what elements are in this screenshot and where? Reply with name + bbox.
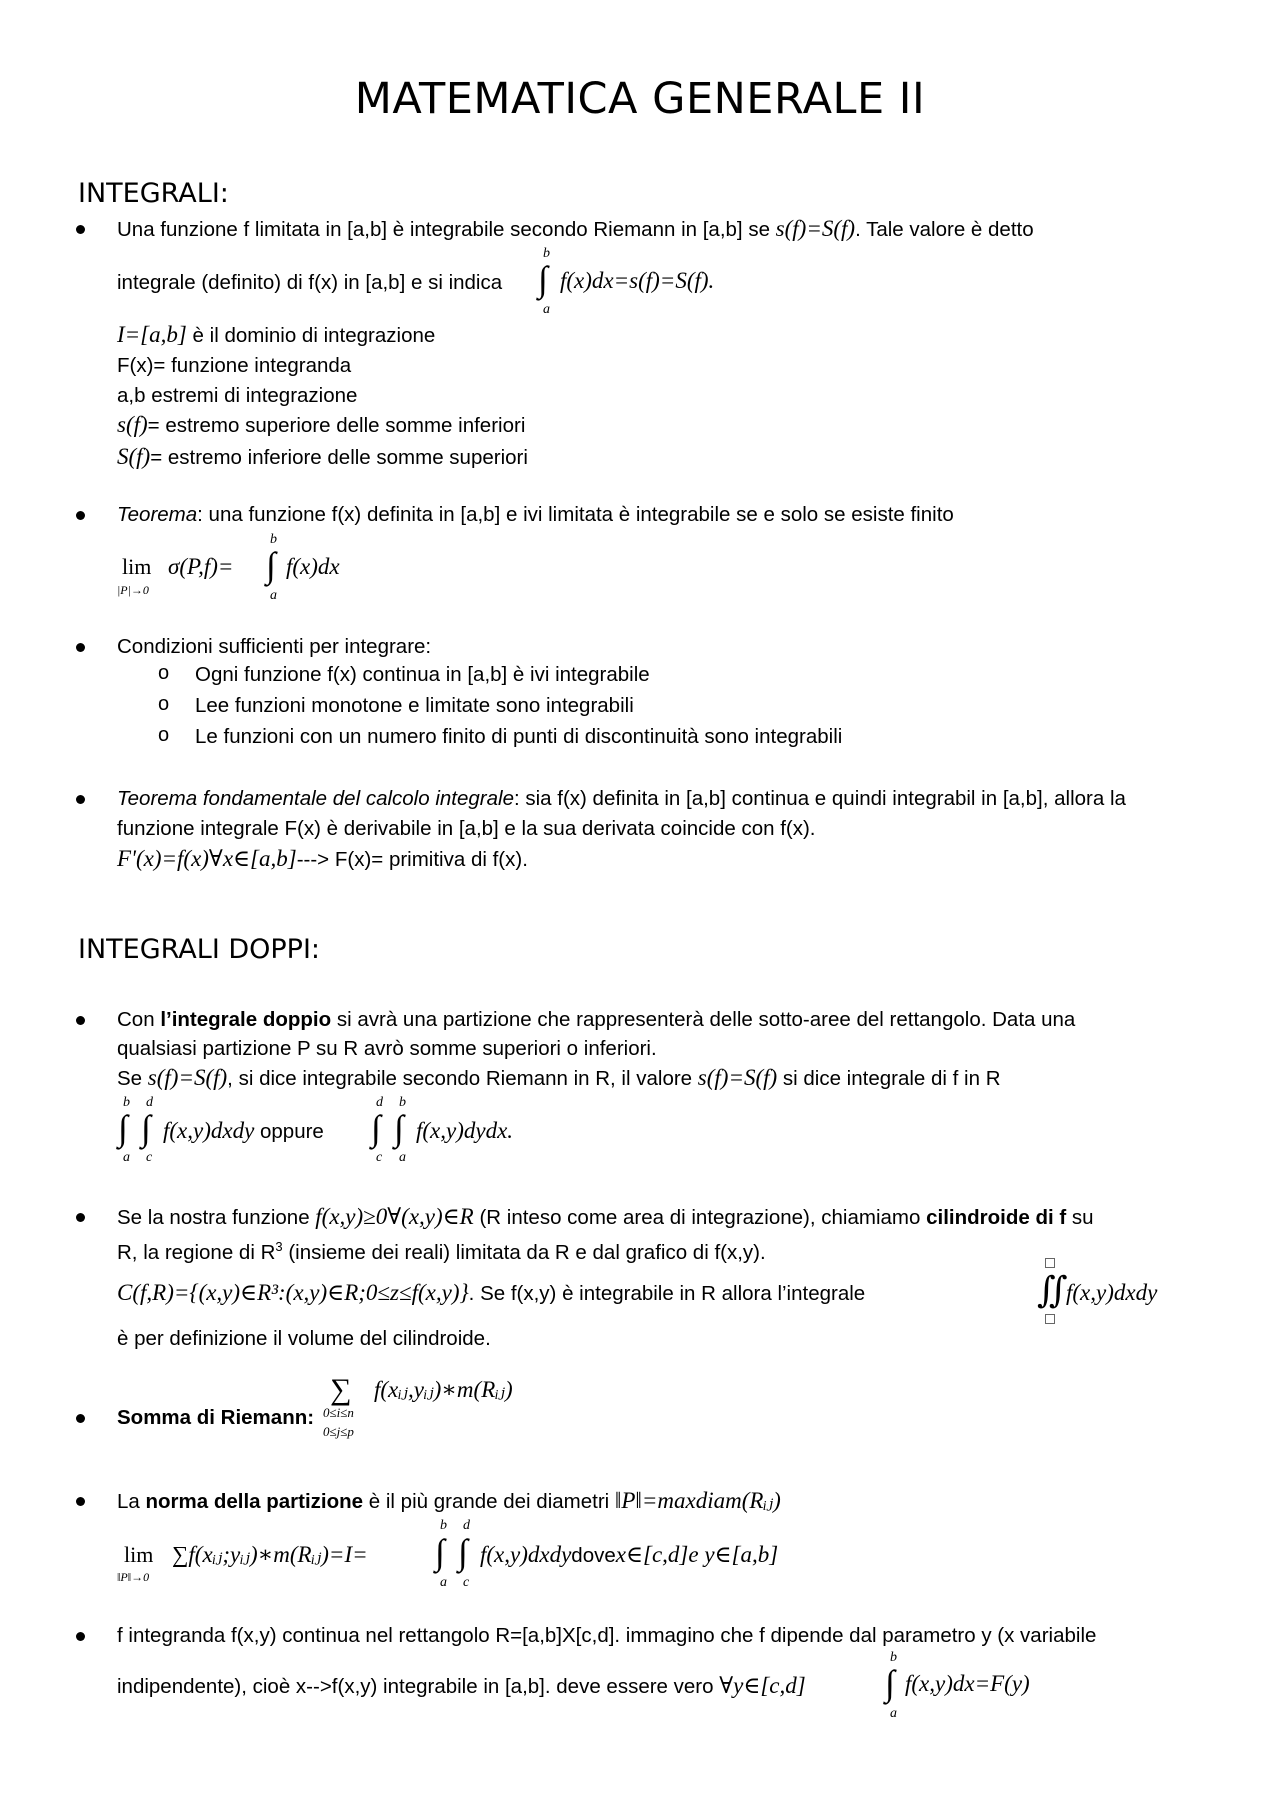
formula-line: f(x,y)dxdy oppure [163,1118,324,1143]
integral-sign-icon: ∫ [538,259,548,299]
integral-upper-limit: b [543,246,550,261]
integral-upper-limit: d [376,1095,383,1110]
sum-subscript: 0≤j≤p [323,1424,354,1439]
double-integral-sign-icon: ∬ [1037,1270,1068,1310]
paragraph: qualsiasi partizione P su R avrò somme superiori o inferiori. [117,1037,657,1060]
integral-sign-icon: ∫ [435,1532,445,1572]
bullet-icon [76,1213,85,1222]
integral-sign-icon: ∫ [371,1108,381,1148]
integral-sign-icon: ∫ [885,1663,895,1703]
page-title: MATEMATICA GENERALE II [354,74,926,124]
integral-lower-limit: c [463,1575,470,1590]
paragraph: indipendente), cioè x-->f(x,y) integrabile in [a,b]. deve essere vero ∀y∈[c,d] [117,1673,806,1698]
formula-line: f(x,y)dxdydovex∈[c,d]e y∈[a,b] [480,1542,779,1567]
definition-line: s(f)= estremo superiore delle somme inferiori [117,412,526,437]
integral-sign-icon: ∫ [118,1108,128,1148]
paragraph: Somma di Riemann: [117,1406,315,1429]
integral-lower-limit: c [146,1150,153,1165]
definition-line: S(f)= estremo inferiore delle somme superiori [117,444,528,469]
bullet-icon [76,1414,85,1423]
formula-line: C(f,R)={(x,y)∈R³:(x,y)∈R;0≤z≤f(x,y)}. Se f(x,y) è integrabile in R allora l’integrale [117,1280,866,1305]
bullet-icon [76,1016,85,1025]
paragraph: integrale (definito) di f(x) in [a,b] e si indica [117,271,503,294]
sub-bullet-icon: o [158,662,170,684]
paragraph: La norma della partizione è il più grande dei diametri ‖P‖=maxdiam(Rᵢⱼ) [117,1488,781,1513]
lim-subscript: ‖P‖→0 [117,1570,150,1584]
formula: σ(P,f)= [168,554,234,579]
lim-subscript: |P|→0 [117,583,149,597]
integral-lower-limit: a [399,1150,406,1165]
formula: f(xᵢⱼ,yᵢⱼ)∗m(Rᵢⱼ) [374,1377,513,1402]
bullet-icon [76,643,85,652]
bullet-icon [76,225,85,234]
list-item: Ogni funzione f(x) continua in [a,b] è ivi integrabile [195,663,650,686]
formula: ∑f(xᵢⱼ;yᵢⱼ)∗m(Rᵢⱼ)=I= [172,1542,368,1567]
integral-sign-icon: ∫ [394,1108,404,1148]
integral-lower-limit: a [543,302,550,317]
definition-line: a,b estremi di integrazione [117,384,358,407]
integral-lower-limit: c [376,1150,383,1165]
bullet-icon [76,511,85,520]
integral-upper-limit: b [890,1650,897,1665]
paragraph: R, la regione di $R^3$ (insieme dei reali) limitata da R e dal grafico di f(x,y). [117,1239,766,1264]
integral-lower-limit: a [890,1706,897,1721]
section-heading-integrali: INTEGRALI: [78,178,229,209]
formula: f(x)dx [286,554,340,579]
formula-line: F'(x)=f(x)∀x∈[a,b]---> F(x)= primitiva di f(x). [117,846,528,871]
integral-sign-icon: ∫ [266,545,276,585]
bullet-icon [76,1497,85,1506]
definition-line: I=[a,b] è il dominio di integrazione [117,322,436,347]
paragraph: Teorema: una funzione f(x) definita in [a,b] e ivi limitata è integrabile se e solo se esiste finito [117,503,954,526]
lim-operator: lim [124,1542,154,1567]
bullet-icon [76,1632,85,1641]
paragraph: Se la nostra funzione f(x,y)≥0∀(x,y)∈R (R inteso come area di integrazione), chiamiamo cilindroide di f su [117,1204,1094,1229]
sub-bullet-icon: o [158,693,170,715]
integral-upper-limit: b [123,1095,130,1110]
formula: f(x,y)dxdy [1066,1280,1158,1305]
integral-upper-limit: b [270,532,277,547]
definition-line: F(x)= funzione integranda [117,354,352,377]
list-item: Le funzioni con un numero finito di punti di discontinuità sono integrabili [195,725,843,748]
integral-sign-icon: ∫ [458,1532,468,1572]
integral-lower-limit: a [270,588,277,603]
formula: f(x)dx=s(f)=S(f). [560,268,715,293]
integral-upper-limit: d [463,1518,470,1533]
paragraph: f integranda f(x,y) continua nel rettangolo R=[a,b]X[c,d]. immagino che f dipende dal parametro y (x variabile [117,1624,1097,1647]
bullet-icon [76,795,85,804]
sum-subscript: 0≤i≤n [323,1405,354,1420]
placeholder-box-icon [1045,1258,1055,1268]
lim-operator: lim [122,554,152,579]
paragraph: è per definizione il volume del cilindroide. [117,1327,491,1350]
integral-lower-limit: a [123,1150,130,1165]
paragraph: Con l’integrale doppio si avrà una partizione che rappresenterà delle sotto-aree del rettangolo. Data una [117,1008,1076,1031]
formula: f(x,y)dx=F(y) [905,1671,1030,1696]
section-heading-integrali-doppi: INTEGRALI DOPPI: [78,934,321,965]
paragraph: funzione integrale F(x) è derivabile in [a,b] e la sua derivata coincide con f(x). [117,817,816,840]
integral-upper-limit: b [440,1518,447,1533]
list-item: Lee funzioni monotone e limitate sono integrabili [195,694,634,717]
sub-bullet-icon: o [158,724,170,746]
paragraph: Teorema fondamentale del calcolo integrale: sia f(x) definita in [a,b] continua e quindi integrabil in [a,b], allora la [117,787,1126,810]
integral-lower-limit: a [440,1575,447,1590]
placeholder-box-icon [1045,1314,1055,1324]
paragraph: Una funzione f limitata in [a,b] è integrabile secondo Riemann in [a,b] se s(f)=S(f). Tale valore è detto [117,216,1034,241]
integral-sign-icon: ∫ [141,1108,151,1148]
integral-upper-limit: b [399,1095,406,1110]
sum-sign-icon: ∑ [330,1373,352,1406]
paragraph: Se s(f)=S(f), si dice integrabile secondo Riemann in R, il valore s(f)=S(f) si dice integrale di f in R [117,1065,1001,1090]
integral-upper-limit: d [146,1095,153,1110]
formula: f(x,y)dydx. [416,1118,514,1143]
paragraph: Condizioni sufficienti per integrare: [117,635,432,658]
